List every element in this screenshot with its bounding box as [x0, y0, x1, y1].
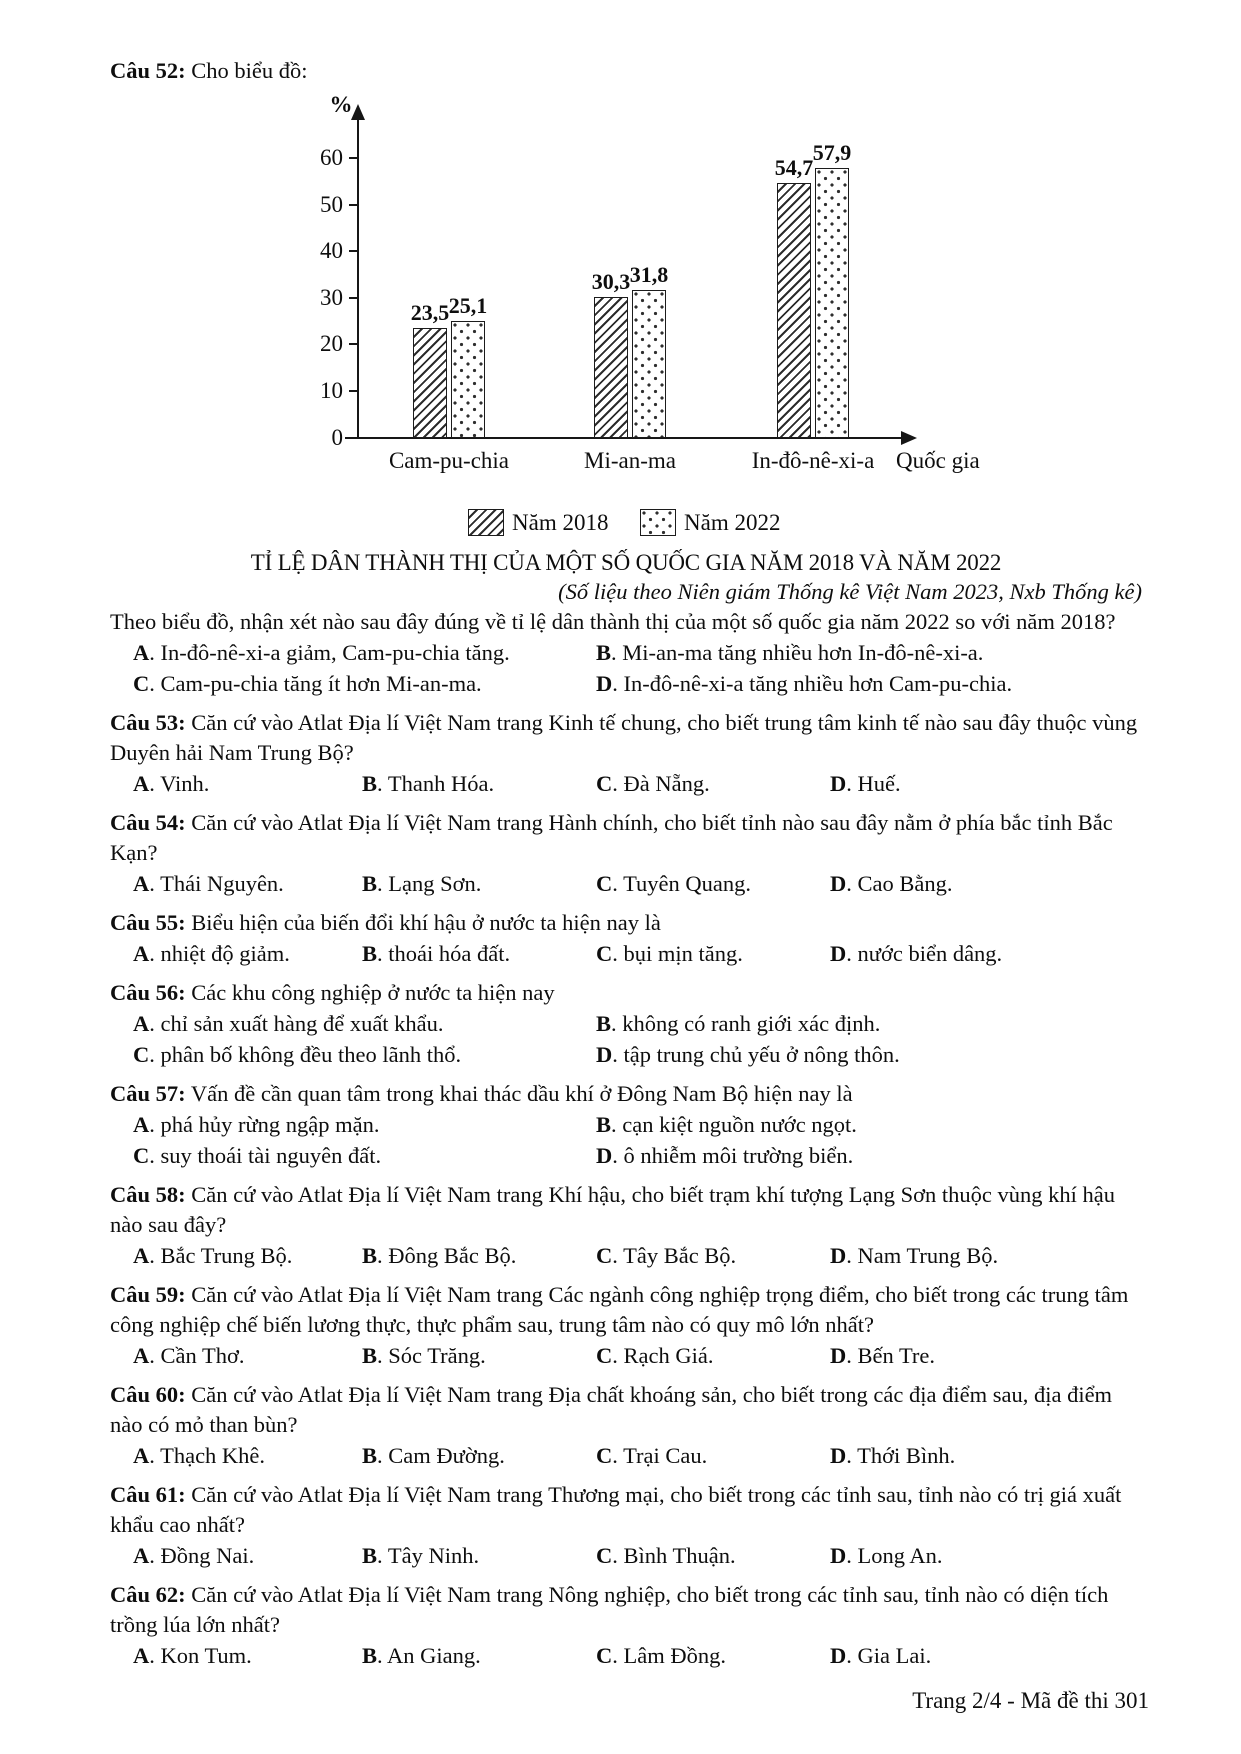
question-options: [110, 1109, 1142, 1171]
option-B: B. thoái hóa đất.: [362, 941, 511, 966]
option-B: B. Sóc Trăng.: [362, 1343, 486, 1368]
y-tick: [349, 157, 358, 159]
y-tick: [349, 204, 358, 206]
question-block: [110, 978, 1142, 1070]
option-letter: C: [596, 1243, 613, 1268]
question-number: Câu 62:: [110, 1582, 186, 1607]
question-options: [110, 1340, 1142, 1371]
option-A: A. Kon Tum.: [133, 1643, 252, 1668]
question-stem: Câu 58: Căn cứ vào Atlat Địa lí Việt Nam trang Khí hậu, cho biết trạm khí tượng Lạng Sơn thuộc vùng khí hậu nào sau đây?: [110, 1182, 1116, 1237]
chart-source: (Số liệu theo Niên giám Thống kê Việt Nam 2023, Nxb Thống kê): [558, 579, 1142, 604]
option-letter: D: [830, 1243, 847, 1268]
question-block: [110, 1580, 1142, 1671]
option-A: A. chỉ sản xuất hàng để xuất khẩu.: [133, 1011, 444, 1036]
bar-Năm-2022-Mi-an-ma: [632, 290, 666, 438]
option-letter: A: [133, 1543, 150, 1568]
question-stem: Câu 55: Biểu hiện của biến đổi khí hậu ở nước ta hiện nay là: [110, 910, 661, 935]
y-tick: [349, 390, 358, 392]
y-tick: [349, 297, 358, 299]
option-letter: D: [830, 941, 847, 966]
question-number: Câu 52:: [110, 58, 186, 83]
question-stem: Câu 59: Căn cứ vào Atlat Địa lí Việt Nam trang Các ngành công nghiệp trọng điểm, cho biết trong các trung tâm công nghiệp chế biến lương thực, thực phẩm sau, trung tâm nào có quy mô lớn nhất?: [110, 1282, 1129, 1337]
option-letter: A: [133, 1112, 150, 1137]
option-letter: A: [133, 640, 150, 665]
question-52-intro-line: [110, 56, 1142, 86]
question-options: [110, 1640, 1142, 1671]
option-D: D. tập trung chủ yếu ở nông thôn.: [596, 1042, 900, 1067]
question-block: [110, 1180, 1142, 1271]
option-letter: B: [362, 1543, 378, 1568]
option-C: C. Rạch Giá.: [596, 1343, 714, 1368]
question-stem: Câu 60: Căn cứ vào Atlat Địa lí Việt Nam trang Địa chất khoáng sản, cho biết trong các địa điểm sau, địa điểm nào có mỏ than bùn?: [110, 1382, 1113, 1437]
question-block: [110, 1480, 1142, 1571]
question-options: [110, 868, 1142, 899]
chart-title: TỈ LỆ DÂN THÀNH THỊ CỦA MỘT SỐ QUỐC GIA NĂM 2018 VÀ NĂM 2022: [250, 550, 1002, 575]
option-letter: C: [133, 671, 150, 696]
option-A: A. Vinh.: [133, 771, 210, 796]
option-D: D. Bến Tre.: [830, 1343, 936, 1368]
option-letter: D: [830, 1643, 847, 1668]
bar-Năm-2018-In-đô-nê-xi-a: [777, 183, 811, 438]
option-letter: A: [133, 1643, 150, 1668]
option-D: D. Gia Lai.: [830, 1643, 932, 1668]
option-letter: C: [596, 1343, 613, 1368]
option-letter: B: [362, 1343, 378, 1368]
question-options: [110, 938, 1142, 969]
option-letter: D: [596, 1042, 613, 1067]
y-axis-arrow-icon: [351, 104, 365, 120]
option-letter: C: [596, 1443, 613, 1468]
question-number: Câu 56:: [110, 980, 186, 1005]
option-B: B. Lạng Sơn.: [362, 871, 482, 896]
option-C: C. suy thoái tài nguyên đất.: [133, 1143, 382, 1168]
option-C: C. Lâm Đồng.: [596, 1643, 726, 1668]
bar-chart: [110, 92, 1142, 542]
x-axis-arrow-icon: [901, 431, 917, 445]
question-block: [110, 1280, 1142, 1371]
option-B: B. không có ranh giới xác định.: [596, 1011, 881, 1036]
option-letter: A: [133, 1243, 150, 1268]
option-D: D. Nam Trung Bộ.: [830, 1243, 999, 1268]
y-tick-label: 20: [320, 331, 343, 357]
option-letter: B: [362, 871, 378, 896]
question-number: Câu 54:: [110, 810, 186, 835]
option-letter: D: [596, 671, 613, 696]
option-B: B. cạn kiệt nguồn nước ngọt.: [596, 1112, 857, 1137]
question-block: [110, 1079, 1142, 1171]
y-tick-label: 0: [331, 424, 343, 450]
page-footer: Trang 2/4 - Mã đề thi 301: [912, 1688, 1149, 1713]
option-A: A. Thái Nguyên.: [133, 871, 284, 896]
category-label: In-đô-nê-xi-a: [751, 448, 875, 473]
option-D: D. nước biển dâng.: [830, 941, 1003, 966]
question-block: [110, 808, 1142, 899]
option-letter: D: [830, 1543, 847, 1568]
bar-Năm-2018-Cam-pu-chia: [413, 328, 447, 438]
question-number: Câu 55:: [110, 910, 186, 935]
option-letter: A: [133, 941, 150, 966]
question-number: Câu 53:: [110, 710, 186, 735]
option-C: C. phân bố không đều theo lãnh thổ.: [133, 1042, 462, 1067]
option-letter: D: [830, 871, 847, 896]
option-letter: A: [133, 1343, 150, 1368]
option-B: B. Đông Bắc Bộ.: [362, 1243, 517, 1268]
bar-value-label: 31,8: [629, 261, 669, 287]
legend-label-2022: Năm 2022: [684, 510, 781, 535]
question-block: [110, 708, 1142, 799]
option-C: C. Đà Nẵng.: [596, 771, 710, 796]
option-A: A. nhiệt độ giảm.: [133, 941, 290, 966]
question-block: [110, 908, 1142, 969]
x-axis-title: Quốc gia: [896, 448, 980, 473]
option-B: B. Thanh Hóa.: [362, 771, 495, 796]
option-letter: D: [830, 1343, 847, 1368]
question-stem: Theo biểu đồ, nhận xét nào sau đây đúng về tỉ lệ dân thành thị của một số quốc gia năm 2022 so với năm 2018?: [110, 609, 1116, 634]
option-letter: C: [596, 871, 613, 896]
option-D: D. Thới Bình.: [830, 1443, 956, 1468]
question-number: Câu 59:: [110, 1282, 186, 1307]
option-letter: D: [830, 771, 847, 796]
option-letter: B: [362, 1243, 378, 1268]
y-tick-label: 60: [320, 144, 343, 170]
option-letter: B: [362, 941, 378, 966]
option-C: C. Tây Bắc Bộ.: [596, 1243, 737, 1268]
y-axis-unit-label: %: [329, 92, 353, 117]
question-intro: Cho biểu đồ:: [191, 58, 308, 83]
question-stem: Câu 62: Căn cứ vào Atlat Địa lí Việt Nam trang Nông nghiệp, cho biết trong các tỉnh sau, tỉnh nào có diện tích trồng lúa lớn nhất?: [110, 1582, 1109, 1637]
option-B: B. Tây Ninh.: [362, 1543, 480, 1568]
question-stem: Câu 54: Căn cứ vào Atlat Địa lí Việt Nam trang Hành chính, cho biết tỉnh nào sau đây nằm ở phía bắc tỉnh Bắc Kạn?: [110, 810, 1113, 865]
option-B: B. An Giang.: [362, 1643, 481, 1668]
option-letter: B: [596, 640, 612, 665]
bar-value-label: 25,1: [448, 292, 488, 318]
option-letter: C: [596, 1643, 613, 1668]
option-D: D. Huế.: [830, 771, 901, 796]
y-tick-label: 40: [320, 238, 343, 264]
question-stem: Câu 53: Căn cứ vào Atlat Địa lí Việt Nam trang Kinh tế chung, cho biết trung tâm kinh tế nào sau đây thuộc vùng Duyên hải Nam Trung Bộ?: [110, 710, 1138, 765]
option-B: B. Cam Đường.: [362, 1443, 505, 1468]
option-letter: C: [596, 1543, 613, 1568]
option-D: D. Long An.: [830, 1543, 943, 1568]
question-number: Câu 61:: [110, 1482, 186, 1507]
option-letter: C: [596, 941, 613, 966]
question-options: [110, 1540, 1142, 1571]
y-tick-label: 30: [320, 284, 343, 310]
option-C: C. Bình Thuận.: [596, 1543, 736, 1568]
question-stem: Câu 57: Vấn đề cần quan tâm trong khai thác dầu khí ở Đông Nam Bộ hiện nay là: [110, 1081, 853, 1106]
legend-label-2018: Năm 2018: [512, 510, 609, 535]
option-A: A. Đồng Nai.: [133, 1543, 255, 1568]
bar-Năm-2022-Cam-pu-chia: [451, 321, 485, 438]
option-letter: A: [133, 771, 150, 796]
option-letter: A: [133, 1011, 150, 1036]
option-D: D. ô nhiễm môi trường biển.: [596, 1143, 854, 1168]
option-C: C. Trại Cau.: [596, 1443, 708, 1468]
question-options: [110, 768, 1142, 799]
bar-value-label: 54,7: [774, 154, 814, 180]
option-D: D. Cao Bằng.: [830, 871, 953, 896]
option-letter: D: [596, 1143, 613, 1168]
question-options: [110, 637, 1142, 699]
category-label: Mi-an-ma: [584, 448, 676, 473]
legend-swatch-2018: [468, 509, 504, 536]
option-A: A. Bắc Trung Bộ.: [133, 1243, 293, 1268]
option-letter: B: [362, 1443, 378, 1468]
question-options: [110, 1240, 1142, 1271]
bar-value-label: 23,5: [410, 299, 450, 325]
bar-value-label: 30,3: [591, 268, 631, 294]
option-letter: C: [596, 771, 613, 796]
option-A: A. Thạch Khê.: [133, 1443, 266, 1468]
y-tick: [349, 250, 358, 252]
option-B: B. Mi-an-ma tăng nhiều hơn In-đô-nê-xi-a.: [596, 640, 984, 665]
question-block: [110, 1380, 1142, 1471]
option-A: A. In-đô-nê-xi-a giảm, Cam-pu-chia tăng.: [133, 640, 510, 665]
bar-value-label: 57,9: [812, 139, 852, 165]
category-label: Cam-pu-chia: [388, 448, 510, 473]
option-A: A. phá hủy rừng ngập mặn.: [133, 1112, 380, 1137]
option-letter: B: [362, 1643, 378, 1668]
option-letter: A: [133, 1443, 150, 1468]
question-number: Câu 60:: [110, 1382, 186, 1407]
question-stem: Câu 56: Các khu công nghiệp ở nước ta hiện nay: [110, 980, 555, 1005]
option-C: C. Cam-pu-chia tăng ít hơn Mi-an-ma.: [133, 671, 482, 696]
option-letter: B: [362, 771, 378, 796]
y-tick-label: 50: [320, 191, 343, 217]
option-D: D. In-đô-nê-xi-a tăng nhiều hơn Cam-pu-chia.: [596, 671, 1013, 696]
questions-list: [110, 708, 1142, 1671]
y-tick-label: 10: [320, 377, 343, 403]
question-stem: Câu 61: Căn cứ vào Atlat Địa lí Việt Nam trang Thương mại, cho biết trong các tỉnh sau, tỉnh nào có trị giá xuất khẩu cao nhất?: [110, 1482, 1122, 1537]
option-C: C. bụi mịn tăng.: [596, 941, 743, 966]
option-A: A. Cần Thơ.: [133, 1343, 245, 1368]
option-letter: B: [596, 1112, 612, 1137]
bar-Năm-2022-In-đô-nê-xi-a: [815, 168, 849, 438]
option-letter: B: [596, 1011, 612, 1036]
question-number: Câu 57:: [110, 1081, 186, 1106]
option-letter: C: [133, 1143, 150, 1168]
legend-swatch-2022: [640, 509, 676, 536]
option-C: C. Tuyên Quang.: [596, 871, 752, 896]
bar-Năm-2018-Mi-an-ma: [594, 297, 628, 438]
question-number: Câu 58:: [110, 1182, 186, 1207]
y-tick: [349, 343, 358, 345]
option-letter: D: [830, 1443, 847, 1468]
option-letter: C: [133, 1042, 150, 1067]
page-content: [110, 56, 1142, 1671]
question-options: [110, 1440, 1142, 1471]
option-letter: A: [133, 871, 150, 896]
question-options: [110, 1008, 1142, 1070]
